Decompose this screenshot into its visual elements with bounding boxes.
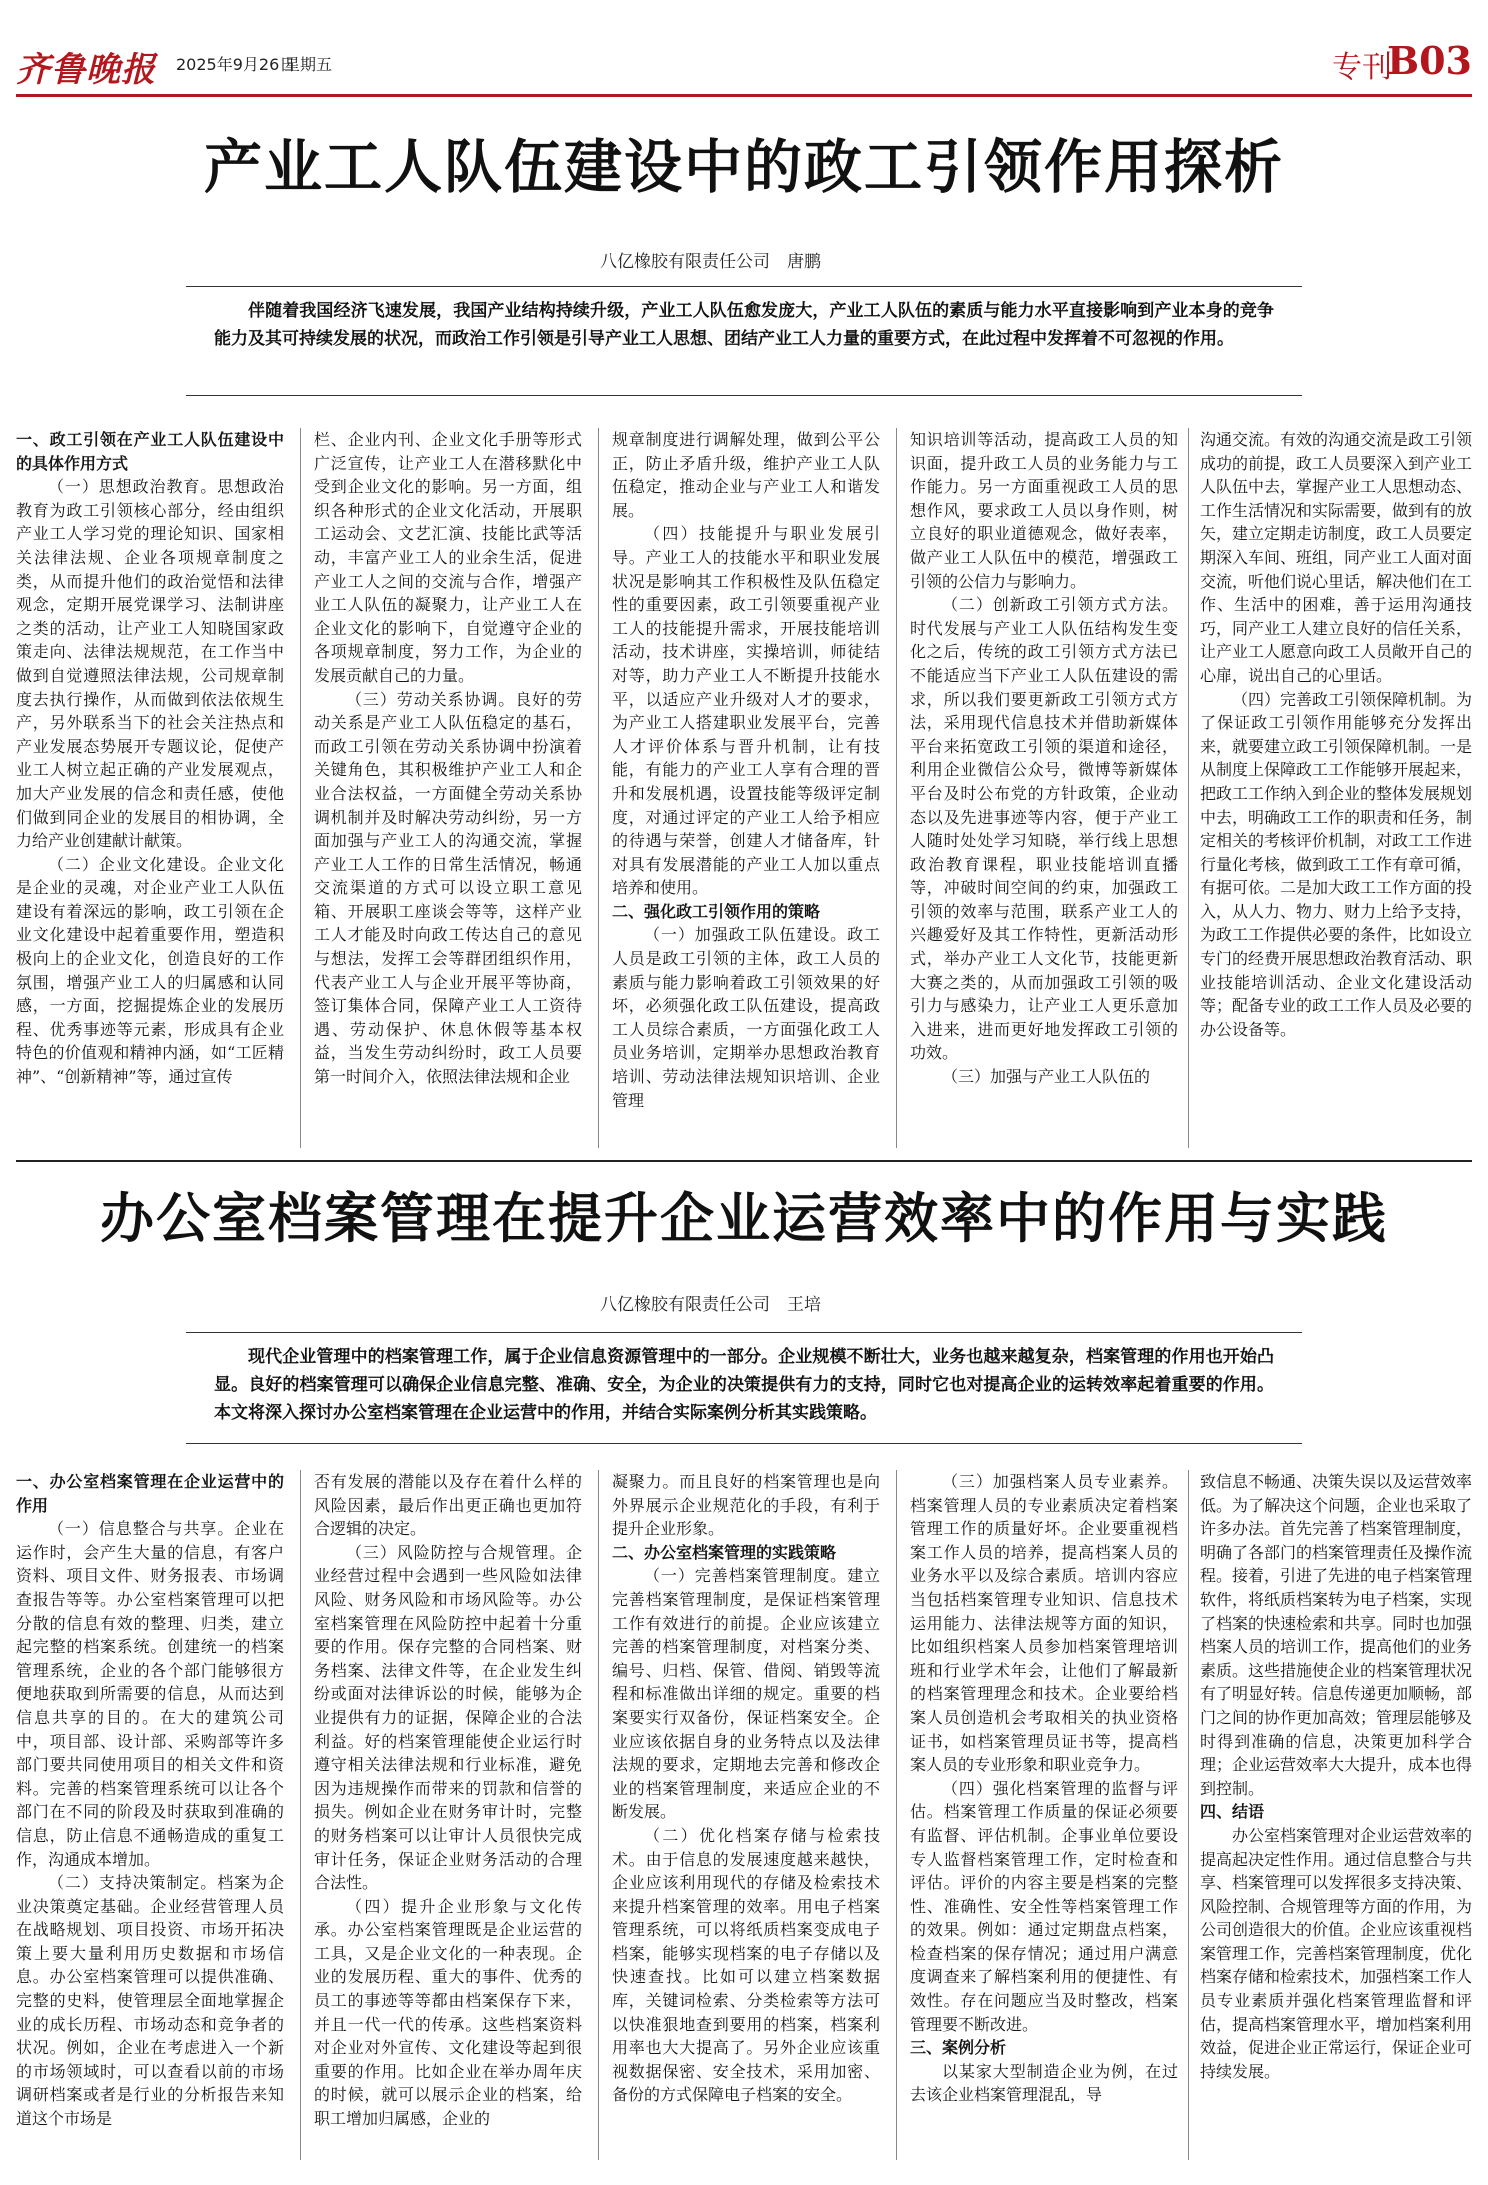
article1-column-2 <box>314 428 582 1148</box>
body-paragraph: （一）思想政治教育。思想政治教育为政工引领核心部分，经由组织产业工人学习党的理论知识、国家相关法律法规、企业各项规章制度之类，从而提升他们的政治觉悟和法律观念，定期开展党课学习、法制讲座之类的活动，让产业工人知晓国家政策走向、法律法规规范，在工作当中做到自觉遵照法律法规，公司规章制度去执行操作，从而做到依法依规生产，另外联系当下的社会关注热点和产业发展态势展开专题议论，促使产业工人树立起正确的产业发展观点，加大产业发展的信念和责任感，使他们做到同企业的发展目的相协调，全力给产业创建献计献策。 <box>16 477 284 851</box>
body-paragraph: （四）提升企业形象与文化传承。办公室档案管理既是企业运营的工具，又是企业文化的一种表现。企业的发展历程、重大的事件、优秀的员工的事迹等等都由档案保存下来，并且一代一代的传承。这些档案资料对企业对外宣传、文化建设等起到很重要的作用。比如企业在举办周年庆的时候，就可以展示企业的档案，给职工增加归属感，企业的 <box>314 1896 582 2129</box>
article1-column-5 <box>1200 428 1472 1148</box>
section-heading: 三、案例分析 <box>910 2038 1007 2058</box>
article2-title: 办公室档案管理在提升企业运营效率中的作用与实践 <box>100 1186 1388 1250</box>
article-separator <box>16 1160 1472 1162</box>
column-rule <box>598 1470 599 2160</box>
body-paragraph: 规章制度进行调解处理，做到公平公正，防止矛盾升级，维护产业工人队伍稳定，推动企业与产业工人和谐发展。 <box>612 430 880 520</box>
body-paragraph: 办公室档案管理对企业运营效率的提高起决定性作用。通过信息整合与共享、档案管理可以发挥很多支持决策、风险控制、合规管理等方面的作用，为公司创造很大的价值。企业应该重视档案管理工作，完善档案管理制度，优化档案存储和检索技术，加强档案工作人员专业素质并强化档案管理监督和评估，提高档案管理水平，增加档案利用效益，促进企业正常运行，保证企业可持续发展。 <box>1200 1825 1472 2081</box>
body-paragraph: （四）完善政工引领保障机制。为了保证政工引领作用能够充分发挥出来，就要建立政工引领保障机制。一是从制度上保障政工工作能够开展起来，把政工工作纳入到企业的整体发展规划中去，明确政工工作的职责和任务，制定相关的考核评价机制，对政工工作进行量化考核，做到政工工作有章可循，有据可依。二是加大政工工作方面的投入，从人力、物力、财力上给予支持，为政工工作提供必要的条件，比如设立专门的经费开展思想政治教育活动、职业技能培训活动、企业文化建设活动等；配备专业的政工工作人员及必要的办公设备等。 <box>1200 689 1472 1039</box>
column-rule <box>598 428 599 1148</box>
body-paragraph: 沟通交流。有效的沟通交流是政工引领成功的前提，政工人员要深入到产业工人队伍中去，掌握产业工人思想动态、工作生活情况和实际需要，做到有的放矢，建立定期走访制度，政工人员要定期深入车间、班组，同产业工人面对面交流，听他们说心里话，解决他们在工作、生活中的困难，善于运用沟通技巧，同产业工人建立良好的信任关系，让产业工人愿意向政工人员敞开自己的心扉，说出自己的心里话。 <box>1200 430 1472 685</box>
section-label: 专刊 <box>1332 50 1392 85</box>
article1-byline: 八亿橡胶有限责任公司 唐鹏 <box>600 252 821 272</box>
article2-column-1 <box>16 1470 284 2160</box>
body-paragraph: （四）强化档案管理的监督与评估。档案管理工作质量的保证必须要有监督、评估机制。企事业单位要设专人监督档案管理工作，定时检查和评估。评价的内容主要是档案的完整性、准确性、安全性等档案管理工作的效果。例如：通过定期盘点档案，检查档案的保存情况；通过用户满意度调查来了解档案利用的便捷性、有效性。存在问题应当及时整改，档案管理要不断改进。 <box>910 1778 1178 2034</box>
body-paragraph: 栏、企业内刊、企业文化手册等形式广泛宣传，让产业工人在潜移默化中受到企业文化的影响。另一方面，组织各种形式的企业文化活动，开展职工运动会、文艺汇演、技能比武等活动，丰富产业工人的业余生活，促进产业工人之间的交流与合作，增强产业工人队伍的凝聚力，让产业工人在企业文化的影响下，自觉遵守企业的各项规章制度，努力工作，为企业的发展贡献自己的力量。 <box>314 430 582 685</box>
body-paragraph: （二）支持决策制定。档案为企业决策奠定基础。企业经营管理人员在战略规划、项目投资、市场开拓决策上要大量利用历史数据和市场信息。办公室档案管理可以提供准确、完整的史料，使管理层全面地掌握企业的成长历程、市场动态和竞争者的状况。例如，企业在考虑进入一个新的市场领域时，可以查看以前的市场调研档案或者是行业的分析报告来知道这个市场是 <box>16 1873 284 2129</box>
column-rule <box>1188 428 1189 1148</box>
body-paragraph: （一）完善档案管理制度。建立完善档案管理制度，是保证档案管理工作有效进行的前提。企业应该建立完善的档案管理制度，对档案分类、编号、归档、保管、借阅、销毁等流程和标准做出详细的规定。重要的档案要实行双备份，保证档案安全。企业应该依据自身的业务特点以及法律法规的要求，定期地去完善和修改企业的档案管理制度，来适应企业的不断发展。 <box>612 1566 880 1822</box>
article2-byline: 八亿橡胶有限责任公司 王培 <box>600 1295 821 1315</box>
body-paragraph: 凝聚力。而且良好的档案管理也是向外界展示企业规范化的手段，有利于提升企业形象。 <box>612 1472 880 1539</box>
article1-abstract: 伴随着我国经济飞速发展，我国产业结构持续升级，产业工人队伍愈发庞大，产业工人队伍的素质与能力水平直接影响到产业本身的竞争能力及其可持续发展的状况，而政治工作引领是引导产业工人思想、团结产业工人力量的重要方式，在此过程中发挥着不可忽视的作用。 <box>186 286 1302 396</box>
body-paragraph: （四）技能提升与职业发展引导。产业工人的技能水平和职业发展状况是影响其工作积极性及队伍稳定性的重要因素，政工引领要重视产业工人的技能提升需求，开展技能培训活动，技术讲座，实操培训，师徒结对等，助力产业工人不断提升技能水平，以适应产业升级对人才的要求，为产业工人搭建职业发展平台，完善人才评价体系与晋升机制，让有技能，有能力的产业工人享有合理的晋升和发展机遇，设置技能等级评定制度，对通过评定的产业工人给予相应的待遇与荣誉，创建人才储备库，针对具有发展潜能的产业工人加以重点培养和使用。 <box>612 524 880 898</box>
article1-title: 产业工人队伍建设中的政工引领作用探析 <box>203 133 1284 201</box>
issue-date: 2025年9月26日 <box>176 55 296 74</box>
body-paragraph: （一）信息整合与共享。企业在运作时，会产生大量的信息，有客户资料、项目文件、财务报表、市场调查报告等等。办公室档案管理可以把分散的信息有效的整理、归类，建立起完整的档案系统。创建统一的档案管理系统，企业的各个部门能够很方便地获取到所需要的信息，从而达到信息共享的目的。在大的建筑公司中，项目部、设计部、采购部等许多部门要共同使用项目的相关文件和资料。完善的档案管理系统可以让各个部门在不同的阶段及时获取到准确的信息，防止信息不通畅造成的重复工作，沟通成本增加。 <box>16 1519 284 1869</box>
body-paragraph: （二）优化档案存储与检索技术。由于信息的发展速度越来越快，企业应该利用现代的存储及检索技术来提升档案管理的效率。用电子档案管理系统，可以将纸质档案变成电子档案，能够实现档案的电子存储以及快速查找。比如可以建立档案数据库，关键词检索、分类检索等方法可以快准狠地查到要用的档案，档案利用率也大大提高了。另外企业应该重视数据保密、安全技术，采用加密、备份的方式保障电子档案的安全。 <box>612 1825 880 2105</box>
body-paragraph: 否有发展的潜能以及存在着什么样的风险因素，最后作出更正确也更加符合逻辑的决定。 <box>314 1472 582 1539</box>
issue-weekday: 星期五 <box>284 55 333 74</box>
body-paragraph: 以某家大型制造企业为例，在过去该企业档案管理混乱，导 <box>910 2061 1178 2105</box>
body-paragraph: 致信息不畅通、决策失误以及运营效率低。为了解决这个问题，企业也采取了许多办法。首先完善了档案管理制度，明确了各部门的档案管理责任及操作流程。接着，引进了先进的电子档案管理软件，将纸质档案转为电子档案，实现了档案的快速检索和共享。同时也加强档案人员的培训工作，提高他们的业务素质。这些措施使企业的档案管理状况有了明显好转。信息传递更加顺畅，部门之间的协作更加高效；管理层能够及时得到准确的信息，决策更加科学合理；企业运营效率大大提升，成本也得到控制。 <box>1200 1472 1472 1798</box>
article2-abstract: 现代企业管理中的档案管理工作，属于企业信息资源管理中的一部分。企业规模不断壮大，业务也越来越复杂，档案管理的作用也开始凸显。良好的档案管理可以确保企业信息完整、准确、安全，为企业的决策提供有力的支持，同时它也对提高企业的运转效率起着重要的作用。本文将深入探讨办公室档案管理在企业运营中的作用，并结合实际案例分析其实践策略。 <box>186 1332 1302 1444</box>
newspaper-logo: 齐鲁晚报 <box>16 50 156 90</box>
column-rule <box>300 1470 301 2160</box>
section-heading: 二、办公室档案管理的实践策略 <box>612 1542 837 1562</box>
article2-column-3 <box>612 1470 880 2160</box>
section-heading: 二、强化政工引领作用的策略 <box>612 901 821 921</box>
body-paragraph: （二）创新政工引领方式方法。时代发展与产业工人队伍结构发生变化之后，传统的政工引领方式方法已不能适应当下产业工人队伍建设的需求，所以我们要更新政工引领方式方法，采用现代信息技术并借助新媒体平台来拓宽政工引领的渠道和途径，利用企业微信公众号，微博等新媒体平台及时公布党的方针政策，企业动态以及先进事迹等内容，便于产业工人随时处处学习知晓，举行线上思想政治教育课程，职业技能培训直播等，冲破时间空间的约束，加强政工引领的效率与范围，联系产业工人的兴趣爱好及其工作特性，更新活动形式，举办产业工人文化节，技能更新大赛之类的，从而加强政工引领的吸引力与感染力，让产业工人更乐意加入进来，进而更好地发挥政工引领的功效。 <box>910 595 1178 1063</box>
section-heading: 四、结语 <box>1200 1802 1265 1822</box>
body-paragraph: （一）加强政工队伍建设。政工人员是政工引领的主体，政工人员的素质与能力影响着政工引领效果的好坏，必须强化政工队伍建设，提高政工人员综合素质，一方面强化政工人员业务培训，定期举办思想政治教育培训、劳动法律法规知识培训、企业管理 <box>612 925 880 1110</box>
article1-column-1 <box>16 428 284 1148</box>
column-rule <box>1188 1470 1189 2160</box>
section-heading: 一、办公室档案管理在企业运营中的作用 <box>16 1472 284 1515</box>
article2-column-2 <box>314 1470 582 2160</box>
page-number: B03 <box>1387 38 1472 83</box>
masthead-rule <box>16 94 1472 97</box>
column-rule <box>300 428 301 1148</box>
masthead <box>16 38 1472 98</box>
section-heading: 一、政工引领在产业工人队伍建设中的具体作用方式 <box>16 430 284 473</box>
column-rule <box>896 1470 897 2160</box>
body-paragraph: （三）加强档案人员专业素养。档案管理人员的专业素质决定着档案管理工作的质量好坏。企业要重视档案工作人员的培养，提高档案人员的业务水平以及综合素质。培训内容应当包括档案管理专业知识、信息技术运用能力、法律法规等方面的知识，比如组织档案人员参加档案管理培训班和行业学术年会，让他们了解最新的档案管理理念和技术。企业要给档案人员创造机会考取相关的执业资格证书，如档案管理员证书等，提高档案人员的专业形象和职业竞争力。 <box>910 1472 1178 1775</box>
article1-column-4 <box>910 428 1178 1148</box>
body-paragraph: （三）劳动关系协调。良好的劳动关系是产业工人队伍稳定的基石，而政工引领在劳动关系协调中扮演着关键角色，其积极维护产业工人和企业合法权益，一方面健全劳动关系协调机制并及时解决劳动纠纷，另一方面加强与产业工人的沟通交流，掌握产业工人工作的日常生活情况，畅通交流渠道的方式可以设立职工意见箱、开展职工座谈会等等，这样产业工人才能及时向政工传达自己的意见与想法，发挥工会等群团组织作用，代表产业工人与企业开展平等协商，签订集体合同，保障产业工人工资待遇、劳动保护、休息休假等基本权益，当发生劳动纠纷时，政工人员要第一时间介入，依照法律法规和企业 <box>314 689 582 1087</box>
column-rule <box>896 428 897 1148</box>
body-paragraph: （三）风险防控与合规管理。企业经营过程中会遇到一些风险如法律风险、财务风险和市场风险等。办公室档案管理在风险防控中起着十分重要的作用。保存完整的合同档案、财务档案、法律文件等，在企业发生纠纷或面对法律诉讼的时候，能够为企业提供有力的证据，保障企业的合法利益。好的档案管理能使企业运行时遵守相关法律法规和行业标准，避免因为违规操作而带来的罚款和信誉的损失。例如企业在财务审计时，完整的财务档案可以让审计人员很快完成审计任务，保证企业财务活动的合理合法性。 <box>314 1542 582 1893</box>
body-paragraph: （二）企业文化建设。企业文化是企业的灵魂，对企业产业工人队伍建设有着深远的影响，政工引领在企业文化建设中起着重要作用，塑造积极向上的企业文化，创造良好的工作氛围，增强产业工人的归属感和认同感，一方面，挖掘提炼企业的发展历程、优秀事迹等元素，形成具有企业特色的价值观和精神内涵，如“工匠精神”、“创新精神”等，通过宣传 <box>16 854 284 1087</box>
article1-column-3 <box>612 428 880 1148</box>
article2-column-5 <box>1200 1470 1472 2160</box>
body-paragraph: 知识培训等活动，提高政工人员的知识面，提升政工人员的业务能力与工作能力。另一方面重视政工人员的思想作风，要求政工人员以身作则，树立良好的职业道德观念，做好表率，做产业工人队伍中的模范，增强政工引领的公信力与影响力。 <box>910 430 1178 591</box>
article2-column-4 <box>910 1470 1178 2160</box>
body-paragraph: （三）加强与产业工人队伍的 <box>942 1067 1151 1087</box>
